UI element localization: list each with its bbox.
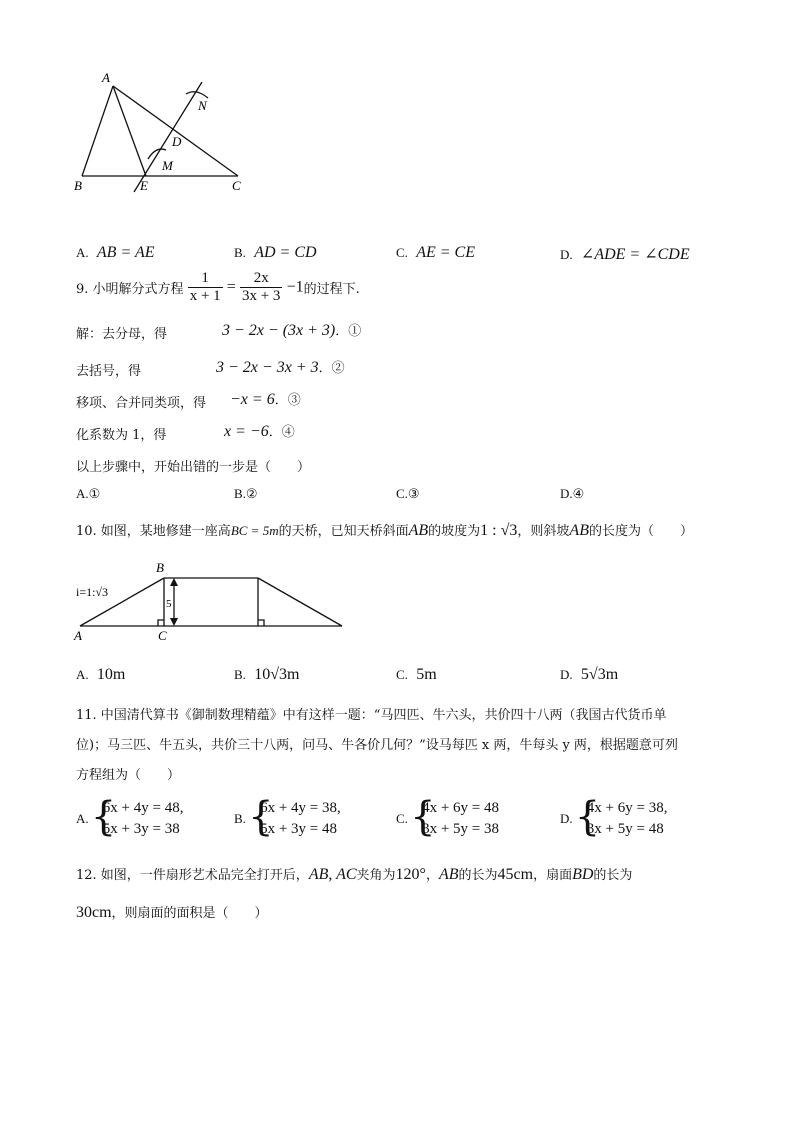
label-e: E: [140, 178, 148, 193]
q9-option-a[interactable]: A.①: [76, 486, 101, 502]
label-c: C: [158, 628, 167, 643]
q9-question: 以上步骤中，开始出错的一步是（ ）: [76, 460, 311, 475]
height-label: 5: [166, 598, 172, 610]
label-m: M: [162, 158, 173, 173]
q11-line-1: 11. 中国清代算书《御制数理精蕴》中有这样一题：“马四匹、牛六头，共价四十八两（我国古代货币单: [76, 708, 667, 723]
arrow-head-bottom: [170, 618, 178, 626]
label-d: D: [172, 134, 182, 149]
right-angle-right: [258, 620, 264, 626]
segment-ac: [113, 86, 238, 176]
q9-step-3: −x = 6．③: [230, 391, 301, 408]
q9-step-1-label: 解：去分母，得: [76, 327, 168, 342]
q9-step-3-label: 移项、合并同类项，得: [76, 396, 207, 411]
q9-option-c[interactable]: C.③: [396, 486, 420, 502]
q11-option-a[interactable]: A. { 6x + 4y = 48, 5x + 3y = 38: [76, 794, 184, 840]
q10-option-b[interactable]: B. 10√3m: [234, 666, 300, 683]
label-n: N: [198, 98, 207, 113]
label-a: A: [102, 70, 110, 85]
equation-system: { 6x + 4y = 38, 5x + 3y = 48: [248, 794, 341, 840]
q9-step-1: 3 − 2x − (3x + 3)．①: [222, 322, 362, 339]
q11-option-b[interactable]: B. { 6x + 4y = 38, 5x + 3y = 48: [234, 794, 341, 840]
q9-step-2: 3 − 2x − 3x + 3．②: [216, 359, 345, 376]
q9-step-4: x = −6．④: [224, 423, 295, 440]
q8-option-b[interactable]: B. AD = CD: [234, 244, 317, 261]
segment-ab: [82, 86, 113, 176]
fraction-2: $\frac{2x}{3x + 3}$: [241, 270, 281, 304]
q9-option-d[interactable]: D.④: [560, 486, 585, 502]
q10-option-d[interactable]: D. 5√3m: [560, 666, 619, 683]
q9-step-4-label: 化系数为 1，得: [76, 428, 167, 443]
q9-stem: 9. 小明解分式方程 $\frac{1}{x + 1}$ = $\frac{2x}{3x + 3}$ −1的过程下.: [76, 270, 360, 304]
q8-option-d[interactable]: D. ∠ADE = ∠CDE: [560, 246, 690, 263]
slope-right: [258, 578, 342, 626]
q8-option-a[interactable]: A. AB = AE: [76, 244, 155, 261]
segment-ae: [113, 86, 146, 176]
q9-option-b[interactable]: B.②: [234, 486, 258, 502]
q12-line-2: 30cm，则扇面的面积是（ ）: [76, 904, 268, 921]
q8-figure: [68, 64, 258, 199]
fraction-1: $\frac{1}{x + 1}$: [189, 270, 221, 304]
q11-line-3: 方程组为（ ）: [76, 768, 181, 783]
equation-system: { 4x + 6y = 48 3x + 5y = 38: [410, 794, 499, 840]
equation-system: { 6x + 4y = 48, 5x + 3y = 38: [90, 794, 184, 840]
q10-option-c[interactable]: C. 5m: [396, 666, 437, 683]
arrow-head-top: [170, 578, 178, 586]
q10-stem: 10. 如图，某地修建一座高BC = 5m的天桥，已知天桥斜面AB的坡度为1 : √3，则斜坡AB的长度为（ ）: [76, 522, 693, 539]
q11-option-d[interactable]: D. { 4x + 6y = 38, 3x + 5y = 48: [560, 794, 668, 840]
slope-label: i=1:√3: [76, 585, 109, 599]
equation-system: { 4x + 6y = 38, 3x + 5y = 48: [574, 794, 668, 840]
label-b: B: [156, 560, 164, 575]
q8-option-c[interactable]: C. AE = CE: [396, 244, 475, 261]
q9-step-2-label: 去括号，得: [76, 364, 142, 379]
q11-option-c[interactable]: C. { 4x + 6y = 48 3x + 5y = 38: [396, 794, 499, 840]
q10-figure: [68, 558, 358, 644]
label-b: B: [74, 178, 82, 193]
label-c: C: [232, 178, 241, 193]
q12-line-1: 12. 如图，一件扇形艺术品完全打开后，AB, AC夹角为120°，AB的长为45cm，扇面BD的长为: [76, 866, 633, 883]
right-angle-left: [158, 620, 164, 626]
q10-option-a[interactable]: A. 10m: [76, 666, 126, 683]
label-a: A: [74, 628, 82, 643]
q11-line-2: 位)；马三匹、牛五头，共价三十八两，问马、牛各价几何？”设马每匹 x 两，牛每头 y 两，根据题意可列: [76, 738, 678, 753]
